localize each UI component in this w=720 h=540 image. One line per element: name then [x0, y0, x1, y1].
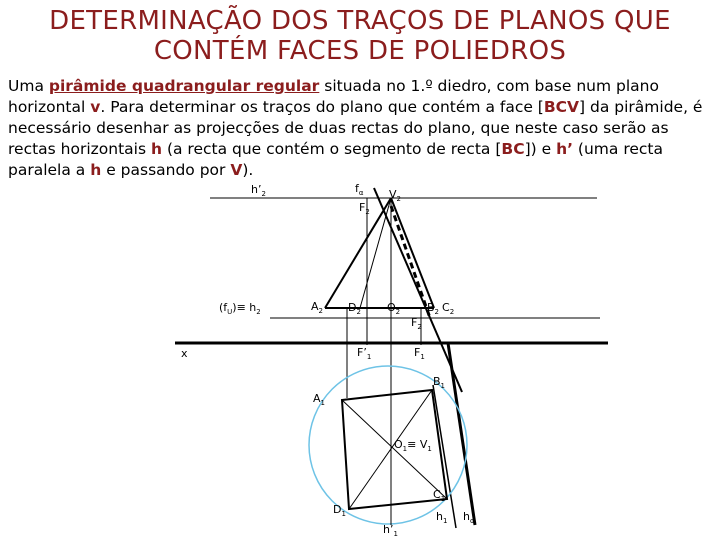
label-a1: $A_1$ [313, 392, 325, 407]
label-f-alpha: $f_\alpha$ [355, 182, 364, 197]
label-b2-c2: $B_2$ $C_2$ [427, 301, 455, 316]
label-fv-h2: $(f_U)\equiv h_2$ [219, 301, 261, 316]
term-V: V [230, 161, 243, 179]
term-bcv: BCV [543, 98, 580, 116]
label-h-prime-2: $h’_2$ [251, 183, 266, 198]
term-h-prime: h’ [556, 140, 573, 158]
text: Uma [8, 77, 49, 95]
label-v2: $V_2$ [389, 188, 401, 203]
label-f1-prime: $F’_1$ [357, 346, 372, 361]
label-f2-top: $F_2$ [359, 201, 370, 216]
term-h-2: h [90, 161, 102, 179]
label-f1: $F_1$ [414, 346, 425, 361]
label-h1: $h_1$ [436, 510, 448, 525]
label-o1-v1: $O_1\equiv V_1$ [394, 438, 432, 453]
term-bc: BC [501, 140, 525, 158]
text: ). [242, 161, 254, 179]
label-d1: $D_1$ [333, 503, 346, 518]
term-h: h [150, 140, 163, 158]
label-h-alpha: $h_\alpha$ [463, 510, 475, 525]
edge-a2-v2 [325, 198, 391, 308]
label-b1: $B_1$ [433, 375, 446, 390]
title-line-2: CONTÉM FACES DE POLIEDROS [153, 36, 567, 66]
trace-h-alpha [448, 343, 475, 525]
label-d2: $D_2$ [348, 301, 361, 316]
label-x-axis: x [181, 347, 188, 360]
text: (uma recta paralela a [8, 140, 663, 179]
label-a2: $A_2$ [311, 300, 323, 315]
edge-v2-b2 [391, 198, 434, 308]
trace-f-alpha [374, 188, 462, 392]
term-pyramid: pirâmide quadrangular regular [48, 77, 320, 95]
label-c1: $C_1$ [433, 488, 446, 503]
text: e passando por [101, 161, 231, 179]
text: ]) e [524, 140, 557, 158]
text: ] da pirâmide, é necessário desenhar as projecções de duas rectas do plano, que neste caso serão as rectas horizontais [8, 98, 703, 158]
text: . Para determinar os traços do plano que contém a face [ [100, 98, 544, 116]
title-line-1: DETERMINAÇÃO DOS TRAÇOS DE PLANOS QUE [49, 6, 671, 36]
label-f2-mid: $F_2$ [411, 316, 422, 331]
text: (a recta que contém o segmento de recta [ [162, 140, 502, 158]
dashed-line [391, 206, 430, 318]
term-v: v [90, 98, 101, 116]
label-o2: $O_2$ [387, 301, 401, 316]
label-h-prime-1: $h’_1$ [383, 523, 398, 538]
text: situada no 1.º diedro, com base num plano horizontal [8, 77, 659, 116]
